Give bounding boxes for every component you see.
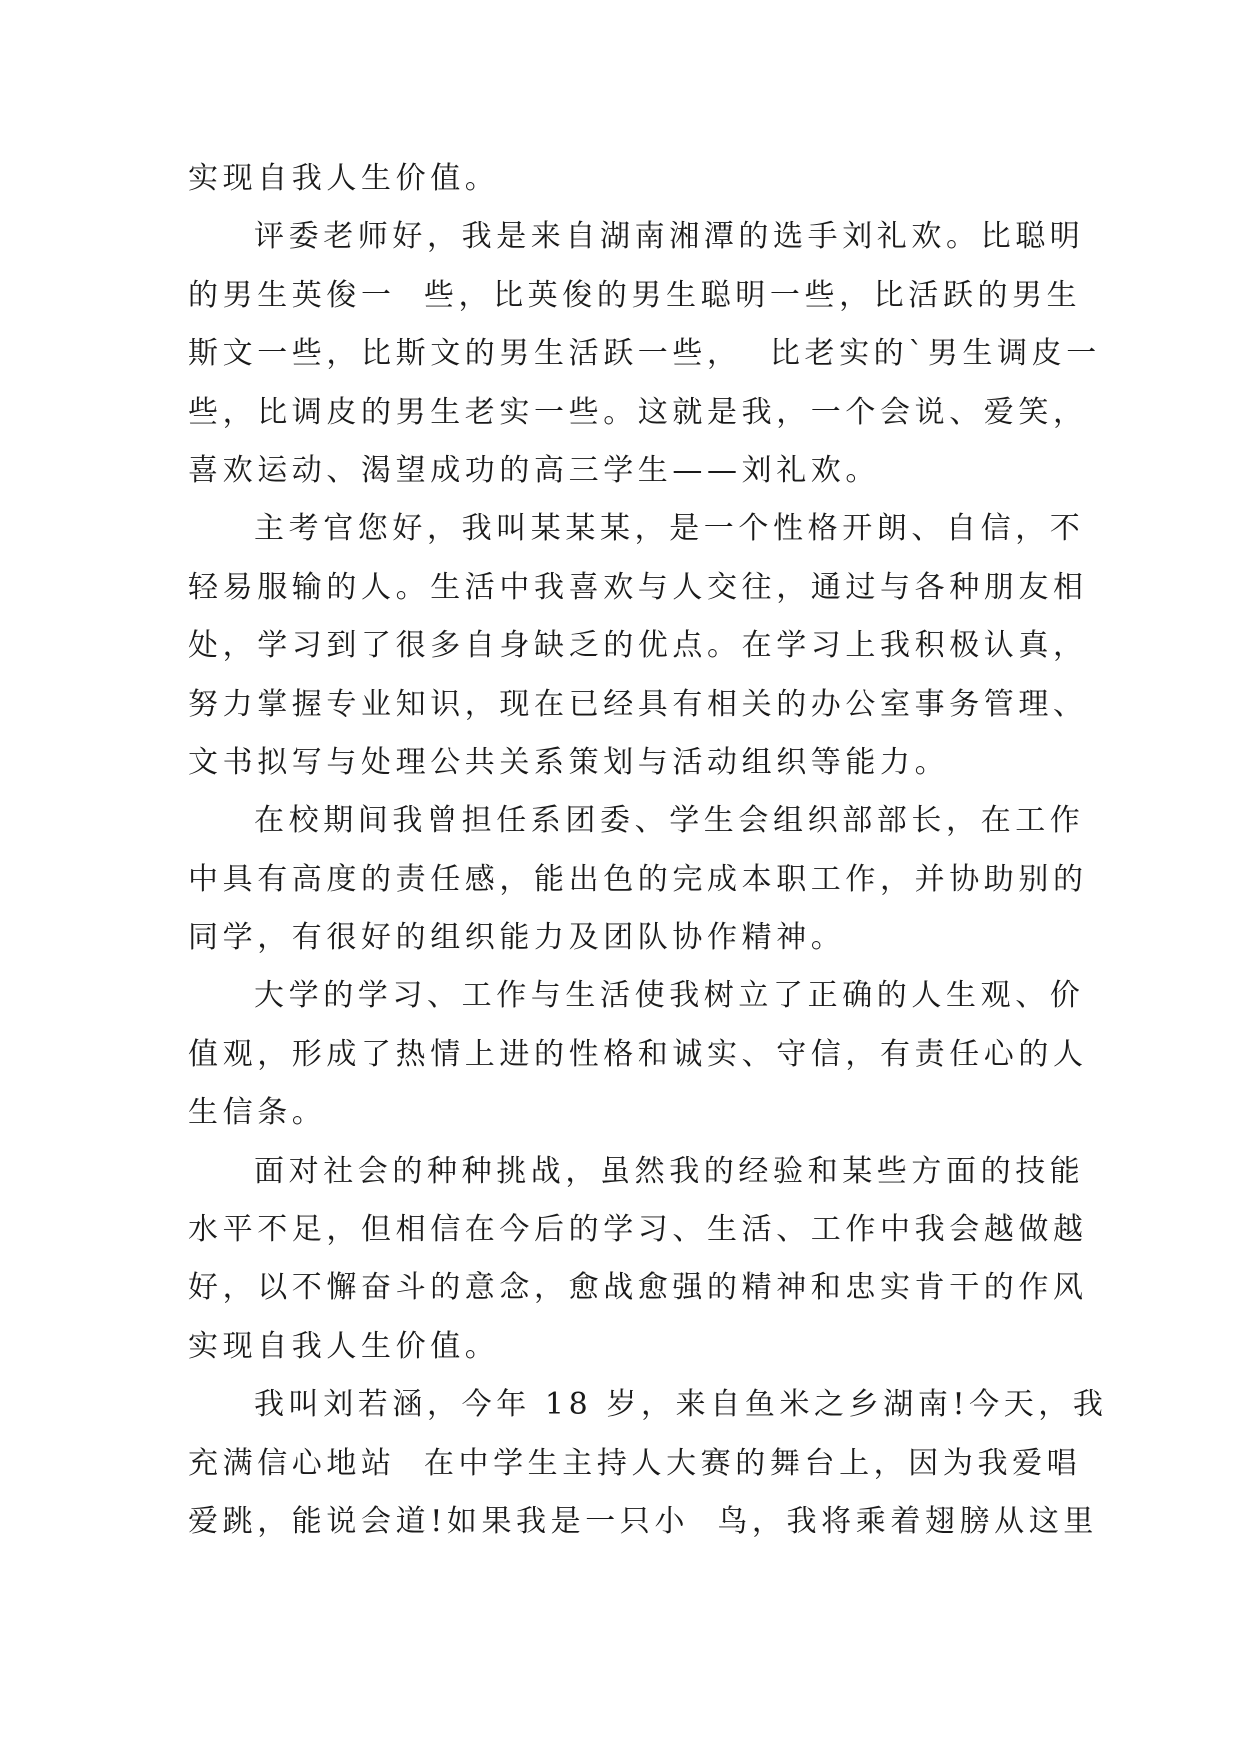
text-line: 些，比调皮的男生老实一些。这就是我，一个会说、爱笑，	[188, 394, 1088, 430]
text-line: 轻易服输的人。生活中我喜欢与人交往，通过与各种朋友相	[188, 569, 1088, 605]
text-line: 的男生英俊一 些，比英俊的男生聪明一些，比活跃的男生	[188, 277, 1082, 313]
text-line: 处，学习到了很多自身缺乏的优点。在学习上我积极认真，	[188, 628, 1088, 664]
text-line: 评委老师好，我是来自湖南湘潭的选手刘礼欢。比聪明	[254, 219, 1085, 255]
text-line: 面对社会的种种挑战，虽然我的经验和某些方面的技能	[254, 1153, 1085, 1189]
text-line: 在校期间我曾担任系团委、学生会组织部部长，在工作	[254, 803, 1085, 839]
text-line: 水平不足，但相信在今后的学习、生活、工作中我会越做越	[188, 1212, 1088, 1248]
text-line: 斯文一些，比斯文的男生活跃一些， 比老实的`男生调皮一	[188, 336, 1101, 372]
text-line: 主考官您好，我叫某某某，是一个性格开朗、自信，不	[254, 511, 1085, 547]
text-line: 喜欢运动、渴望成功的高三学生——刘礼欢。	[188, 452, 880, 488]
text-line: 努力掌握专业知识，现在已经具有相关的办公室事务管理、	[188, 686, 1088, 722]
text-line: 充满信心地站 在中学生主持人大赛的舞台上，因为我爱唱	[188, 1445, 1082, 1481]
text-line: 生信条。	[188, 1095, 327, 1131]
text-line: 爱跳，能说会道!如果我是一只小 鸟，我将乘着翅膀从这里	[188, 1503, 1098, 1539]
text-line: 中具有高度的责任感，能出色的完成本职工作，并协助别的	[188, 861, 1088, 897]
text-line: 我叫刘若涵，今年 18 岁，来自鱼米之乡湖南!今天，我	[254, 1387, 1108, 1423]
text-line: 同学，有很好的组织能力及团队协作精神。	[188, 920, 846, 956]
text-line: 大学的学习、工作与生活使我树立了正确的人生观、价	[254, 978, 1085, 1014]
text-line: 好，以不懈奋斗的意念，愈战愈强的精神和忠实肯干的作风	[188, 1270, 1088, 1306]
document-body	[188, 150, 1108, 1551]
text-line: 值观，形成了热情上进的性格和诚实、守信，有责任心的人	[188, 1036, 1088, 1072]
text-line: 文书拟写与处理公共关系策划与活动组织等能力。	[188, 744, 950, 780]
text-line: 实现自我人生价值。	[188, 161, 500, 196]
text-line: 实现自我人生价值。	[188, 1328, 500, 1364]
